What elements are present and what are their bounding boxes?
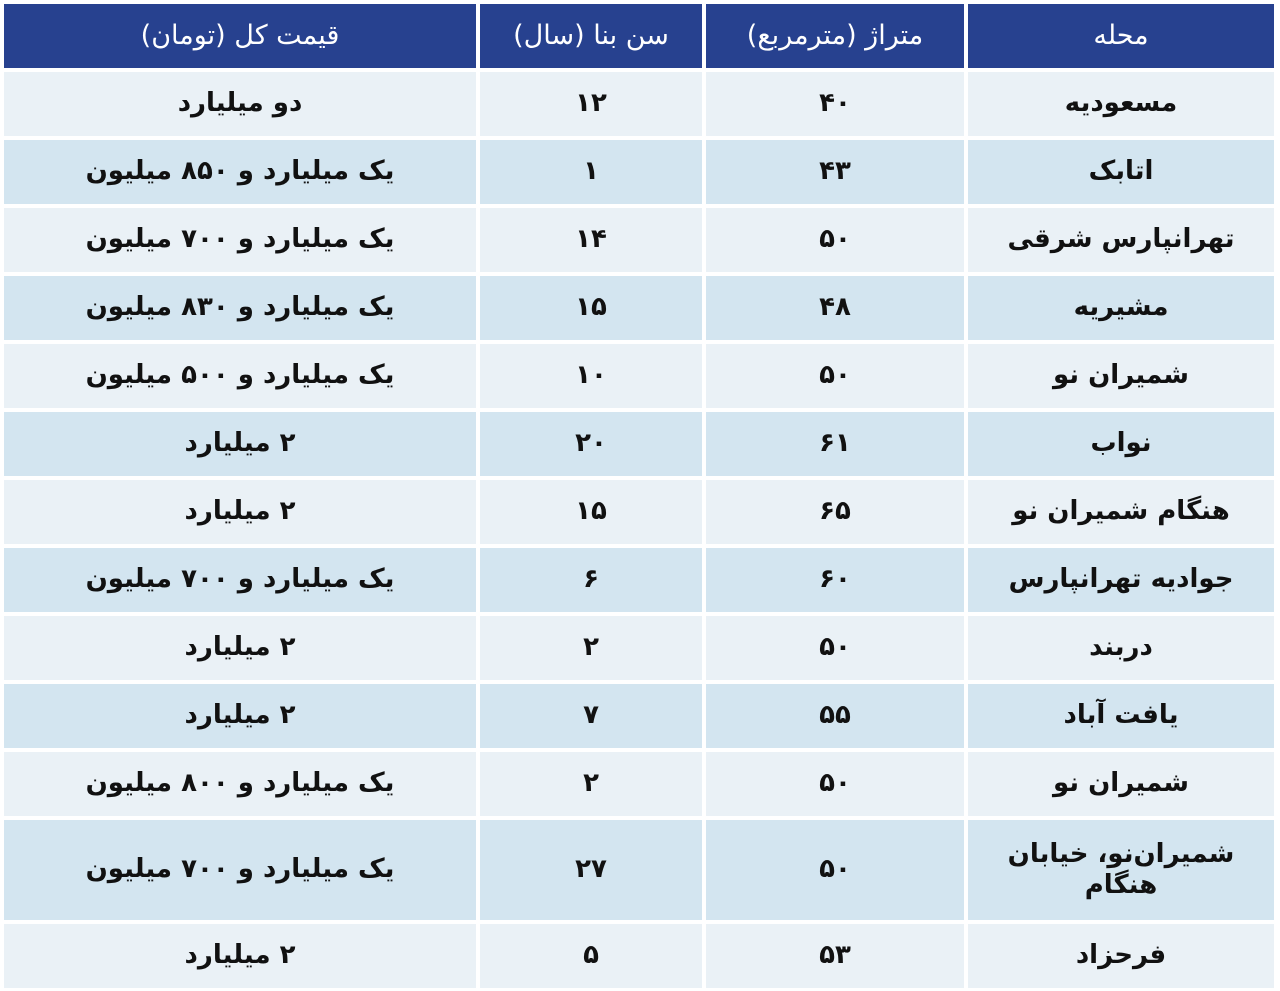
size-cell: ۵۰ — [706, 820, 964, 920]
size-cell: ۴۸ — [706, 276, 964, 340]
size-cell: ۶۰ — [706, 548, 964, 612]
price-cell: یک میلیارد و ۸۳۰ میلیون — [4, 276, 476, 340]
age-cell: ۲۷ — [480, 820, 702, 920]
area-cell: دربند — [968, 616, 1274, 680]
age-cell: ۲ — [480, 616, 702, 680]
age-cell: ۷ — [480, 684, 702, 748]
age-cell: ۱ — [480, 140, 702, 204]
area-cell: اتابک — [968, 140, 1274, 204]
age-cell: ۱۴ — [480, 208, 702, 272]
age-cell: ۱۲ — [480, 72, 702, 136]
header-area: محله — [968, 4, 1274, 68]
area-cell: فرحزاد — [968, 924, 1274, 988]
age-cell: ۱۰ — [480, 344, 702, 408]
size-cell: ۵۰ — [706, 208, 964, 272]
price-cell: یک میلیارد و ۷۰۰ میلیون — [4, 208, 476, 272]
area-cell: یافت آباد — [968, 684, 1274, 748]
size-cell: ۵۵ — [706, 684, 964, 748]
age-cell: ۲ — [480, 752, 702, 816]
price-cell: یک میلیارد و ۸۵۰ میلیون — [4, 140, 476, 204]
age-cell: ۱۵ — [480, 480, 702, 544]
age-cell: ۲۰ — [480, 412, 702, 476]
header-price: قیمت کل (تومان) — [4, 4, 476, 68]
price-cell: ۲ میلیارد — [4, 480, 476, 544]
area-cell: شمیران نو — [968, 752, 1274, 816]
size-cell: ۴۳ — [706, 140, 964, 204]
age-cell: ۱۵ — [480, 276, 702, 340]
area-cell: تهرانپارس شرقی — [968, 208, 1274, 272]
area-cell: مشیریه — [968, 276, 1274, 340]
header-age: سن بنا (سال) — [480, 4, 702, 68]
price-cell: یک میلیارد و ۷۰۰ میلیون — [4, 820, 476, 920]
size-cell: ۵۰ — [706, 616, 964, 680]
price-cell: ۲ میلیارد — [4, 924, 476, 988]
size-cell: ۵۰ — [706, 752, 964, 816]
age-cell: ۶ — [480, 548, 702, 612]
price-cell: ۲ میلیارد — [4, 616, 476, 680]
price-cell: ۲ میلیارد — [4, 412, 476, 476]
size-cell: ۶۱ — [706, 412, 964, 476]
price-cell: ۲ میلیارد — [4, 684, 476, 748]
size-cell: ۵۰ — [706, 344, 964, 408]
header-size: متراژ (مترمربع) — [706, 4, 964, 68]
price-cell: یک میلیارد و ۵۰۰ میلیون — [4, 344, 476, 408]
area-cell: شمیران نو — [968, 344, 1274, 408]
area-cell: جوادیه تهرانپارس — [968, 548, 1274, 612]
size-cell: ۶۵ — [706, 480, 964, 544]
age-cell: ۵ — [480, 924, 702, 988]
area-cell: شمیران‌نو، خیابان هنگام — [968, 820, 1274, 920]
price-cell: یک میلیارد و ۷۰۰ میلیون — [4, 548, 476, 612]
price-cell: دو میلیارد — [4, 72, 476, 136]
area-cell: هنگام شمیران نو — [968, 480, 1274, 544]
area-cell: نواب — [968, 412, 1274, 476]
price-cell: یک میلیارد و ۸۰۰ میلیون — [4, 752, 476, 816]
size-cell: ۴۰ — [706, 72, 964, 136]
area-cell: مسعودیه — [968, 72, 1274, 136]
size-cell: ۵۳ — [706, 924, 964, 988]
